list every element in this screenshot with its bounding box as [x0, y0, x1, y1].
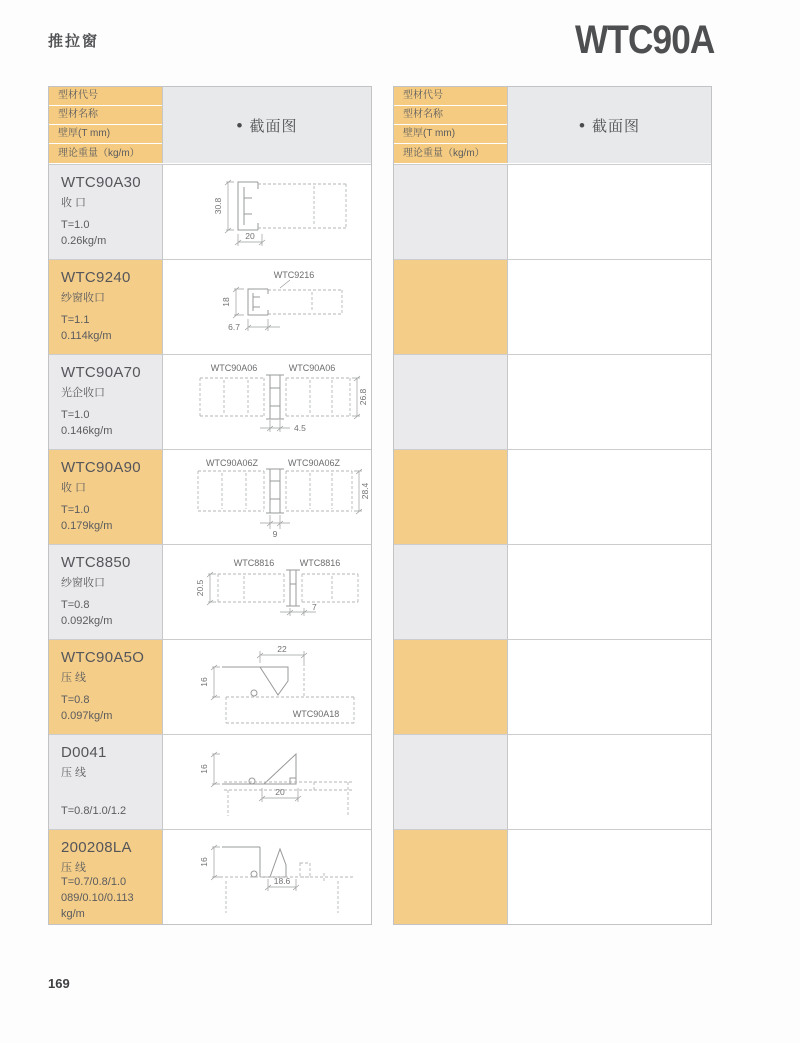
- profile-row-label: [49, 544, 162, 639]
- profile-diagram-cell: [162, 259, 371, 354]
- svg-text:30.8: 30.8: [213, 197, 223, 215]
- empty-diagram-cell: [507, 829, 711, 924]
- profile-name: 光企收口: [61, 387, 105, 399]
- profile-code: 200208LA: [61, 839, 132, 856]
- svg-text:16: 16: [199, 764, 209, 774]
- empty-row-label: [394, 639, 507, 734]
- profile-row-label: [49, 259, 162, 354]
- section-view-label: 截面图: [591, 117, 640, 135]
- profile-thickness: T=1.0: [61, 409, 90, 422]
- svg-text:20: 20: [275, 787, 285, 797]
- cross-section-diagram: [164, 263, 370, 351]
- empty-row-label: [394, 164, 507, 259]
- profile-name: 收 口: [61, 482, 87, 494]
- header-section-view: [507, 87, 711, 163]
- profile-weight: 0.179kg/m: [61, 520, 113, 533]
- profile-diagram-cell: [162, 544, 371, 639]
- svg-text:26.8: 26.8: [358, 388, 368, 406]
- table-header-labels: [394, 87, 507, 164]
- empty-row-label: [394, 354, 507, 449]
- profile-thickness: T=0.8/1.0/1.2: [61, 805, 127, 818]
- profile-row-label: [49, 354, 162, 449]
- header-profile-code: 型材代号: [394, 87, 507, 106]
- cross-section-diagram: [164, 643, 370, 731]
- profile-row-label: [49, 449, 162, 544]
- profile-diagram-cell: [162, 734, 371, 829]
- profile-row-label: [49, 734, 162, 829]
- profile-code: WTC90A90: [61, 459, 141, 476]
- bullet-icon: •: [236, 115, 243, 135]
- cross-section-diagram: [164, 738, 370, 826]
- profile-row-label: [49, 829, 162, 924]
- profile-code: WTC8850: [61, 554, 131, 571]
- profile-code: WTC90A5O: [61, 649, 145, 666]
- svg-text:28.4: 28.4: [360, 482, 370, 500]
- svg-text:18: 18: [221, 297, 231, 307]
- empty-row-label: [394, 829, 507, 924]
- profile-name: 压 线: [61, 767, 87, 779]
- empty-row-label: [394, 449, 507, 544]
- profile-weight: 0.146kg/m: [61, 425, 113, 438]
- profile-code: WTC90A30: [61, 174, 141, 191]
- svg-text:WTC8816: WTC8816: [233, 558, 275, 568]
- svg-text:16: 16: [199, 857, 209, 867]
- profile-weight: 0.114kg/m: [61, 330, 112, 343]
- profile-name: 压 线: [61, 862, 87, 874]
- svg-text:22: 22: [277, 644, 287, 654]
- empty-row-label: [394, 259, 507, 354]
- header-wall-thickness: 壁厚(T mm): [394, 125, 507, 144]
- svg-text:20.5: 20.5: [195, 579, 205, 597]
- profile-thickness: T=0.8: [61, 694, 90, 707]
- bullet-icon: •: [579, 115, 585, 135]
- profile-row-label: [49, 164, 162, 259]
- profile-diagram-cell: [162, 449, 371, 544]
- cross-section-diagram: [164, 453, 370, 541]
- empty-diagram-cell: [507, 734, 711, 829]
- profile-thickness: T=0.8: [61, 599, 90, 612]
- svg-text:WTC90A06: WTC90A06: [210, 363, 258, 373]
- profile-thickness: T=1.0: [61, 219, 90, 232]
- profile-row-label: [49, 639, 162, 734]
- empty-diagram-cell: [507, 164, 711, 259]
- svg-text:6.7: 6.7: [228, 322, 240, 332]
- empty-diagram-cell: [507, 354, 711, 449]
- profile-name: 纱窗收口: [61, 577, 105, 589]
- profile-diagram-cell: [162, 829, 371, 924]
- profile-name: 收 口: [61, 197, 87, 209]
- header-profile-name: 型材名称: [49, 106, 162, 125]
- table-header-labels: [49, 87, 162, 164]
- header-theoretical-weight: 理论重量（kg/m）: [394, 144, 507, 163]
- svg-text:WTC90A06: WTC90A06: [288, 363, 336, 373]
- profile-weight: 0.097kg/m: [61, 710, 113, 723]
- page-category-title: 推拉窗: [48, 33, 100, 50]
- cross-section-diagram: [164, 548, 370, 636]
- page-series-title: WTC90A: [574, 18, 714, 62]
- profile-name: 压 线: [61, 672, 87, 684]
- header-section-view: [162, 87, 371, 163]
- svg-text:WTC90A06Z: WTC90A06Z: [205, 458, 259, 468]
- svg-text:WTC8816: WTC8816: [299, 558, 341, 568]
- cross-section-diagram: [164, 168, 370, 256]
- cross-section-diagram: [164, 833, 370, 921]
- profile-table-left: [48, 86, 372, 925]
- empty-row-label: [394, 544, 507, 639]
- profile-table-right: [393, 86, 712, 925]
- empty-diagram-cell: [507, 259, 711, 354]
- svg-text:WTC90A06Z: WTC90A06Z: [287, 458, 341, 468]
- svg-text:7: 7: [312, 602, 317, 612]
- profile-thickness: T=1.1: [61, 314, 90, 327]
- profile-code: WTC90A70: [61, 364, 141, 381]
- profile-diagram-cell: [162, 354, 371, 449]
- profile-code: D0041: [61, 744, 107, 761]
- profile-weight: 0.092kg/m: [61, 615, 113, 628]
- profile-code: WTC9240: [61, 269, 131, 286]
- svg-text:4.5: 4.5: [294, 423, 306, 433]
- header-theoretical-weight: 理论重量（kg/m）: [49, 144, 162, 163]
- profile-weight: 0.26kg/m: [61, 235, 107, 248]
- svg-text:WTC90A18: WTC90A18: [292, 709, 340, 719]
- profile-diagram-cell: [162, 164, 371, 259]
- svg-text:9: 9: [272, 529, 278, 539]
- header-wall-thickness: 壁厚(T mm): [49, 125, 162, 144]
- empty-row-label: [394, 734, 507, 829]
- header-profile-code: 型材代号: [49, 87, 162, 106]
- header-profile-name: 型材名称: [394, 106, 507, 125]
- empty-diagram-cell: [507, 449, 711, 544]
- svg-text:18.6: 18.6: [273, 876, 291, 886]
- svg-text:16: 16: [199, 677, 209, 687]
- profile-name: 纱窗收口: [61, 292, 105, 304]
- profile-weight: 089/0.10/0.113 kg/m: [61, 891, 134, 920]
- svg-text:20: 20: [245, 231, 255, 241]
- section-view-label: 截面图: [249, 117, 298, 135]
- profile-thickness: T=1.0: [61, 504, 90, 517]
- profile-diagram-cell: [162, 639, 371, 734]
- profile-thickness: T=0.7/0.8/1.0: [61, 876, 127, 888]
- svg-text:WTC9216: WTC9216: [273, 270, 315, 280]
- page-number: 169: [48, 976, 70, 991]
- cross-section-diagram: [164, 358, 370, 446]
- empty-diagram-cell: [507, 544, 711, 639]
- empty-diagram-cell: [507, 639, 711, 734]
